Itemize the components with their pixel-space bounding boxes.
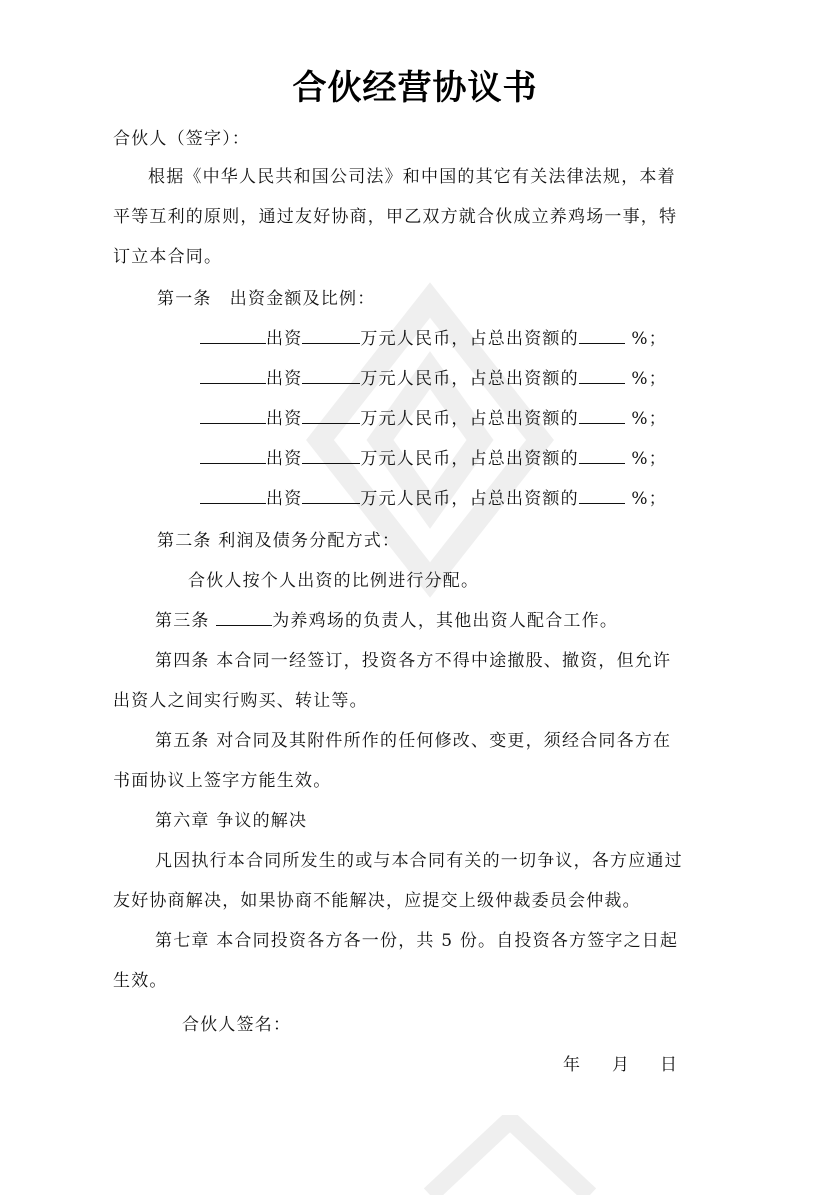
percent-blank[interactable] bbox=[579, 407, 625, 424]
manager-blank[interactable] bbox=[216, 609, 272, 626]
percent-blank[interactable] bbox=[579, 487, 625, 504]
preamble-line-2: 平等互利的原则，通过友好协商，甲乙双方就合伙成立养鸡场一事，特 bbox=[113, 207, 678, 227]
article1-heading: 第一条 出资金额及比例： bbox=[157, 289, 376, 309]
partner-name-blank[interactable] bbox=[200, 487, 266, 504]
watermark-logo bbox=[300, 270, 560, 610]
watermark-logo-bottom bbox=[420, 1115, 600, 1195]
row-text-b: 万元人民币，占总出资额的 bbox=[360, 409, 579, 429]
article5-line-2: 书面协议上签字方能生效。 bbox=[113, 771, 332, 791]
row-text-b: 万元人民币，占总出资额的 bbox=[360, 329, 579, 349]
row-text-a: 出资 bbox=[266, 329, 303, 349]
row-text-a: 出资 bbox=[266, 449, 303, 469]
date-month: 月 bbox=[612, 1055, 631, 1075]
row-text-b: 万元人民币，占总出资额的 bbox=[360, 489, 579, 509]
article4-line-2: 出资人之间实行购买、转让等。 bbox=[113, 691, 368, 711]
date-day: 日 bbox=[660, 1055, 679, 1075]
row-text-a: 出资 bbox=[266, 489, 303, 509]
document-title: 合伙经营协议书 bbox=[292, 68, 538, 108]
preamble-line-1: 根据《中华人民共和国公司法》和中国的其它有关法律法规，本着 bbox=[148, 167, 676, 187]
article4-line-1: 第四条 本合同一经签订，投资各方不得中途撤股、撤资，但允许 bbox=[155, 651, 672, 671]
row-text-a: 出资 bbox=[266, 409, 303, 429]
chapter6-heading: 第六章 争议的解决 bbox=[155, 811, 308, 831]
amount-blank[interactable] bbox=[302, 407, 360, 424]
percent-blank[interactable] bbox=[579, 367, 625, 384]
amount-blank[interactable] bbox=[302, 327, 360, 344]
amount-blank[interactable] bbox=[302, 447, 360, 464]
contribution-row bbox=[200, 484, 667, 509]
amount-blank[interactable] bbox=[302, 367, 360, 384]
preamble-line-3: 订立本合同。 bbox=[113, 247, 223, 267]
article3 bbox=[155, 606, 618, 631]
article3-prefix: 第三条 bbox=[155, 611, 217, 631]
contribution-row bbox=[200, 444, 667, 469]
partner-name-blank[interactable] bbox=[200, 447, 266, 464]
percent-blank[interactable] bbox=[579, 327, 625, 344]
chapter7-line-2: 生效。 bbox=[113, 971, 168, 991]
row-text-b: 万元人民币，占总出资额的 bbox=[360, 449, 579, 469]
article3-body: 为养鸡场的负责人，其他出资人配合工作。 bbox=[272, 611, 619, 631]
row-text-c: %； bbox=[631, 409, 667, 429]
contribution-row bbox=[200, 324, 667, 349]
partner-name-blank[interactable] bbox=[200, 407, 266, 424]
signature-label: 合伙人签名： bbox=[182, 1015, 292, 1035]
percent-blank[interactable] bbox=[579, 447, 625, 464]
row-text-c: %； bbox=[631, 369, 667, 389]
contribution-row bbox=[200, 404, 667, 429]
chapter6-line-2: 友好协商解决，如果协商不能解决，应提交上级仲裁委员会仲裁。 bbox=[113, 891, 641, 911]
row-text-c: %； bbox=[631, 489, 667, 509]
row-text-a: 出资 bbox=[266, 369, 303, 389]
signer-line: 合伙人（签字）： bbox=[113, 129, 251, 149]
contribution-row bbox=[200, 364, 667, 389]
article2-body: 合伙人按个人出资的比例进行分配。 bbox=[188, 571, 480, 591]
amount-blank[interactable] bbox=[302, 487, 360, 504]
row-text-b: 万元人民币，占总出资额的 bbox=[360, 369, 579, 389]
row-text-c: %； bbox=[631, 329, 667, 349]
partner-name-blank[interactable] bbox=[200, 327, 266, 344]
chapter7-line-1: 第七章 本合同投资各方各一份，共 5 份。自投资各方签字之日起 bbox=[155, 931, 679, 951]
article5-line-1: 第五条 对合同及其附件所作的任何修改、变更，须经合同各方在 bbox=[155, 731, 672, 751]
partner-name-blank[interactable] bbox=[200, 367, 266, 384]
chapter6-line-1: 凡因执行本合同所发生的或与本合同有关的一切争议，各方应通过 bbox=[155, 851, 683, 871]
row-text-c: %； bbox=[631, 449, 667, 469]
date-year: 年 bbox=[563, 1055, 582, 1075]
article2-heading: 第二条 利润及债务分配方式： bbox=[157, 531, 401, 551]
